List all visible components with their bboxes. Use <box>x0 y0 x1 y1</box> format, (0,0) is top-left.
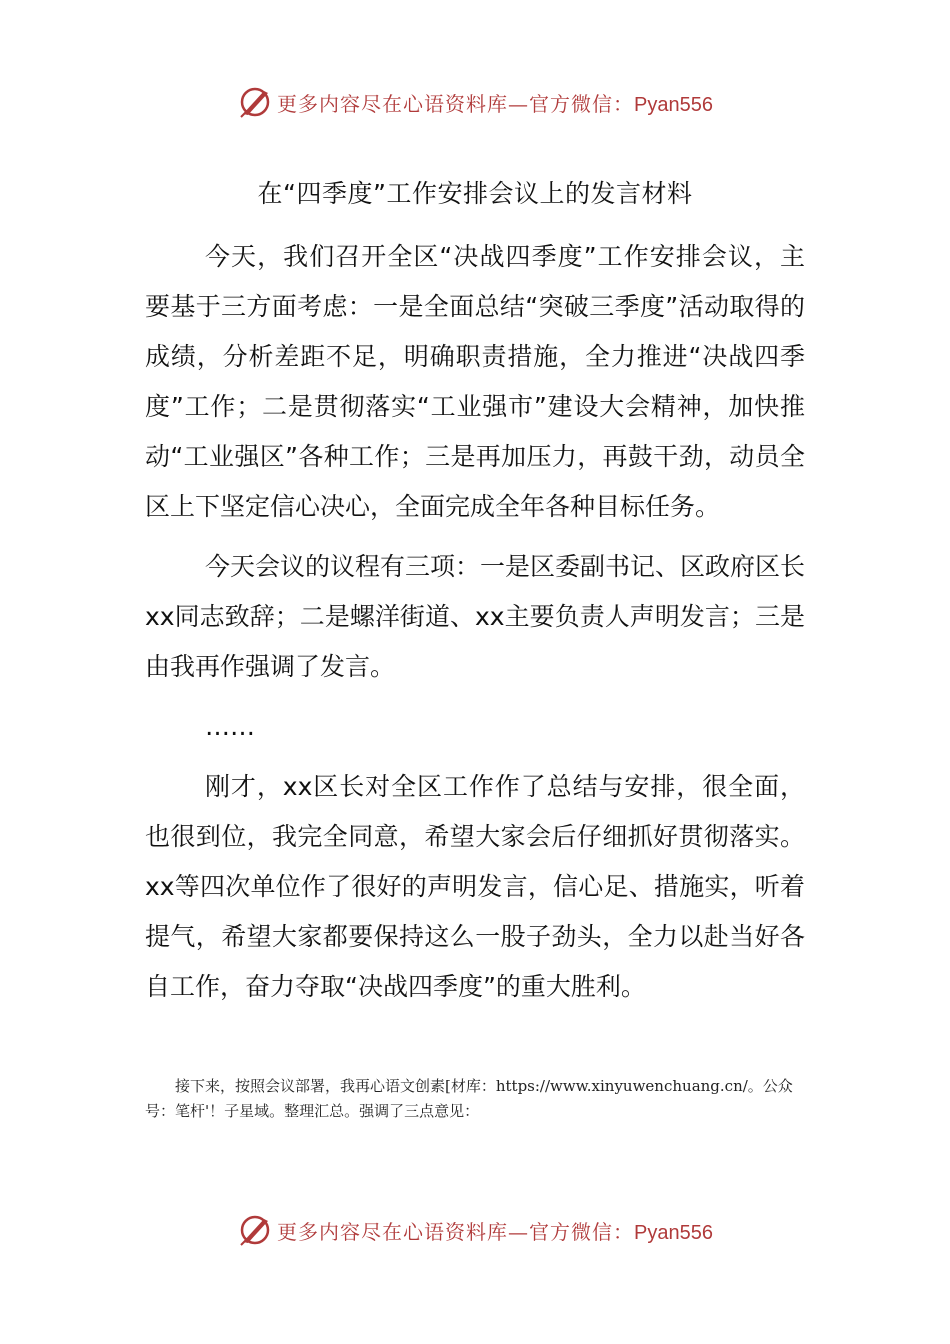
paragraph-ellipsis: …… <box>205 712 255 741</box>
paragraph-summary: 刚才，xx区长对全区工作作了总结与安排，很全面，也很到位，我完全同意，希望大家会后仔细抓好贯彻落实。xx等四次单位作了很好的声明发言，信心足、措施实，听着提气，希望大家都要保持这么一股子劲头，全力以赴当好各自工作，奋力夺取“决战四季度”的重大胜利。 <box>145 772 805 1001</box>
source-note: 接下来，按照会议部署，我再心语文创素[材库：https://www.xinyuwenchuang.cn/。公众号：笔杆'！子星域。整理汇总。强调了三点意见： <box>145 1077 793 1120</box>
quill-pen-logo-icon <box>237 1212 273 1248</box>
banner-text: 更多内容尽在心语资料库—官方微信：Pyan556 <box>277 91 713 116</box>
paragraph-agenda: 今天会议的议程有三项：一是区委副书记、区政府区长xx同志致辞；二是螺洋街道、xx主要负责人声明发言；三是由我再作强调了发言。 <box>145 552 806 681</box>
document-body <box>145 232 805 1012</box>
footer-banner <box>0 1210 950 1250</box>
banner-text: 更多内容尽在心语资料库—官方微信：Pyan556 <box>277 1219 713 1244</box>
document-title: 在“四季度”工作安排会议上的发言材料 <box>257 179 693 208</box>
paragraph-opening: 今天，我们召开全区“决战四季度”工作安排会议，主要基于三方面考虑：一是全面总结“突破三季度”活动取得的成绩，分析差距不足，明确职责措施，全力推进“决战四季度”工作；二是贯彻落实“工业强市”建设大会精神，加快推动“工业强区”各种工作；三是再加压力，再鼓干劲，动员全区上下坚定信心决心，全面完成全年各种目标任务。 <box>145 242 805 521</box>
header-banner <box>0 82 950 122</box>
quill-pen-logo-icon <box>237 84 273 120</box>
